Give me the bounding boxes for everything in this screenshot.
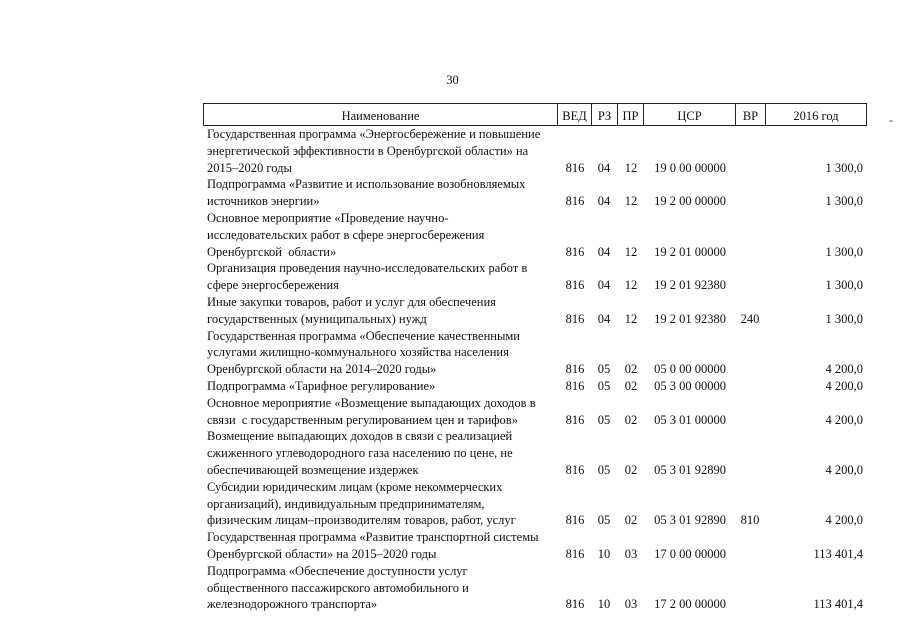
row-csr: 05 3 01 92890 bbox=[654, 462, 726, 477]
row-name-line: Государственная программа «Развитие транспортной системы bbox=[207, 530, 539, 545]
page-number: 30 bbox=[446, 73, 459, 87]
row-name-line: источников энергии» bbox=[207, 194, 320, 209]
row-name-line: обеспечивающей возмещение издержек bbox=[207, 462, 419, 477]
row-amount: 1 300,0 bbox=[825, 160, 863, 175]
row-name-line: энергетической эффективности в Оренбургской области» на bbox=[207, 143, 529, 158]
row-name-line: Основное мероприятие «Возмещение выпадающих доходов в bbox=[207, 395, 536, 410]
row-amount: 1 300,0 bbox=[825, 244, 863, 259]
row-name bbox=[207, 294, 557, 328]
row-csr: 05 3 01 92890 bbox=[654, 513, 726, 528]
row-ved: 816 bbox=[565, 412, 585, 427]
row-rz: 10 bbox=[597, 597, 611, 612]
row-ved: 816 bbox=[565, 462, 585, 477]
row-name bbox=[207, 328, 557, 378]
table-row bbox=[0, 563, 905, 613]
row-csr: 05 3 01 00000 bbox=[654, 412, 726, 427]
row-pr: 02 bbox=[624, 513, 638, 528]
row-amount: 1 300,0 bbox=[825, 311, 863, 326]
row-ved: 816 bbox=[565, 546, 585, 561]
row-name bbox=[207, 395, 557, 429]
row-vr: 240 bbox=[740, 311, 760, 326]
table-row bbox=[0, 260, 905, 294]
row-amount: 4 200,0 bbox=[825, 412, 863, 427]
row-name bbox=[207, 176, 557, 210]
row-name-line: исследовательских работ в сфере энергосбережения bbox=[207, 227, 485, 242]
row-rz: 10 bbox=[597, 546, 611, 561]
row-pr: 12 bbox=[624, 160, 638, 175]
row-ved: 816 bbox=[565, 244, 585, 259]
margin-mark: - bbox=[889, 113, 893, 127]
row-pr: 02 bbox=[624, 462, 638, 477]
row-pr: 03 bbox=[624, 546, 638, 561]
row-pr: 12 bbox=[624, 278, 638, 293]
row-name-line: Государственная программа «Энергосбережение и повышение bbox=[207, 127, 541, 141]
row-amount: 113 401,4 bbox=[813, 597, 863, 612]
row-pr: 02 bbox=[624, 362, 638, 377]
row-rz: 05 bbox=[597, 362, 611, 377]
header-name: Наименование bbox=[341, 109, 420, 123]
row-name-line: Государственная программа «Обеспечение качественными bbox=[207, 328, 520, 343]
row-name-line: государственных (муниципальных) нужд bbox=[207, 311, 427, 326]
table-row bbox=[0, 428, 905, 478]
table-row bbox=[0, 294, 905, 328]
row-name-line: Возмещение выпадающих доходов в связи с реализацией bbox=[207, 429, 513, 444]
row-pr: 12 bbox=[624, 311, 638, 326]
row-name-line: Подпрограмма «Обеспечение доступности услуг bbox=[207, 563, 468, 578]
table-row bbox=[0, 210, 905, 260]
row-name-line: физическим лицам–производителям товаров, работ, услуг bbox=[207, 513, 516, 528]
row-name-line: организаций), индивидуальным предпринимателям, bbox=[207, 496, 485, 511]
header-csr: ЦСР bbox=[677, 109, 702, 123]
row-pr: 03 bbox=[624, 597, 638, 612]
row-csr: 17 0 00 00000 bbox=[654, 546, 726, 561]
row-name bbox=[207, 563, 557, 613]
row-name bbox=[207, 126, 557, 176]
row-name-line: Субсидии юридическим лицам (кроме некоммерческих bbox=[207, 479, 503, 494]
row-name-line: общественного пассажирского автомобильного и bbox=[207, 580, 469, 595]
row-amount: 4 200,0 bbox=[825, 513, 863, 528]
row-csr: 19 2 01 92380 bbox=[654, 311, 726, 326]
row-name-line: сфере энергосбережения bbox=[207, 278, 339, 293]
header-pr: ПР bbox=[622, 109, 639, 123]
row-csr: 19 2 00 00000 bbox=[654, 194, 726, 209]
row-rz: 05 bbox=[597, 513, 611, 528]
header-vr: ВР bbox=[742, 109, 759, 123]
row-ved: 816 bbox=[565, 311, 585, 326]
row-amount: 113 401,4 bbox=[813, 546, 863, 561]
table-row bbox=[0, 378, 905, 395]
row-amount: 4 200,0 bbox=[825, 379, 863, 393]
row-name-line: Подпрограмма «Развитие и использование возобновляемых bbox=[207, 177, 526, 192]
row-rz: 04 bbox=[597, 244, 611, 259]
row-rz: 04 bbox=[597, 160, 611, 175]
row-name-line: связи с государственным регулированием цен и тарифов» bbox=[207, 412, 518, 427]
header-rz: РЗ bbox=[597, 109, 612, 123]
row-rz: 05 bbox=[597, 462, 611, 477]
row-amount: 4 200,0 bbox=[825, 462, 863, 477]
row-name-line: 2015–2020 годы bbox=[207, 160, 292, 175]
row-ved: 816 bbox=[565, 597, 585, 612]
row-vr: 810 bbox=[740, 513, 760, 528]
row-amount: 4 200,0 bbox=[825, 362, 863, 377]
row-name-line: услугами жилищно-коммунального хозяйства населения bbox=[207, 345, 509, 360]
table-row bbox=[0, 395, 905, 429]
row-name-line: Оренбургской области» bbox=[207, 244, 337, 259]
row-name-line: Оренбургской области» на 2015–2020 годы bbox=[207, 546, 437, 561]
row-name bbox=[207, 260, 557, 294]
row-pr: 02 bbox=[624, 412, 638, 427]
row-rz: 04 bbox=[597, 194, 611, 209]
row-csr: 19 2 01 00000 bbox=[654, 244, 726, 259]
row-csr: 05 0 00 00000 bbox=[654, 362, 726, 377]
row-ved: 816 bbox=[565, 278, 585, 293]
header-amount: 2016 год bbox=[793, 109, 839, 123]
row-pr: 12 bbox=[624, 194, 638, 209]
row-ved: 816 bbox=[565, 194, 585, 209]
row-amount: 1 300,0 bbox=[825, 194, 863, 209]
row-pr: 02 bbox=[624, 379, 638, 393]
row-name bbox=[207, 428, 557, 478]
header-ved: ВЕД bbox=[562, 109, 587, 123]
row-csr: 19 0 00 00000 bbox=[654, 160, 726, 175]
row-csr: 19 2 01 92380 bbox=[654, 278, 726, 293]
row-ved: 816 bbox=[565, 160, 585, 175]
table-row bbox=[0, 126, 905, 176]
row-rz: 05 bbox=[597, 379, 611, 393]
row-name bbox=[207, 529, 557, 563]
row-name-line: железнодорожного транспорта» bbox=[207, 597, 378, 612]
table-row bbox=[0, 328, 905, 378]
row-amount: 1 300,0 bbox=[825, 278, 863, 293]
row-pr: 12 bbox=[624, 244, 638, 259]
table-row bbox=[0, 479, 905, 529]
row-name bbox=[207, 210, 557, 260]
row-rz: 04 bbox=[597, 311, 611, 326]
row-csr: 05 3 00 00000 bbox=[654, 379, 726, 393]
row-name-line: Иные закупки товаров, работ и услуг для обеспечения bbox=[207, 295, 496, 309]
table-row bbox=[0, 176, 905, 210]
row-csr: 17 2 00 00000 bbox=[654, 597, 726, 612]
row-name bbox=[207, 479, 557, 529]
row-ved: 816 bbox=[565, 379, 585, 393]
row-rz: 04 bbox=[597, 278, 611, 293]
row-ved: 816 bbox=[565, 513, 585, 528]
row-name-line: Подпрограмма «Тарифное регулирование» bbox=[207, 379, 436, 393]
row-name bbox=[207, 378, 557, 395]
row-name-line: Основное мероприятие «Проведение научно- bbox=[207, 211, 449, 225]
row-name-line: Организация проведения научно-исследовательских работ в bbox=[207, 261, 528, 276]
row-name-line: Оренбургской области на 2014–2020 годы» bbox=[207, 362, 437, 377]
row-name-line: сжиженного углеводородного газа населению по цене, не bbox=[207, 446, 513, 461]
row-rz: 05 bbox=[597, 412, 611, 427]
row-ved: 816 bbox=[565, 362, 585, 377]
table-row bbox=[0, 529, 905, 563]
